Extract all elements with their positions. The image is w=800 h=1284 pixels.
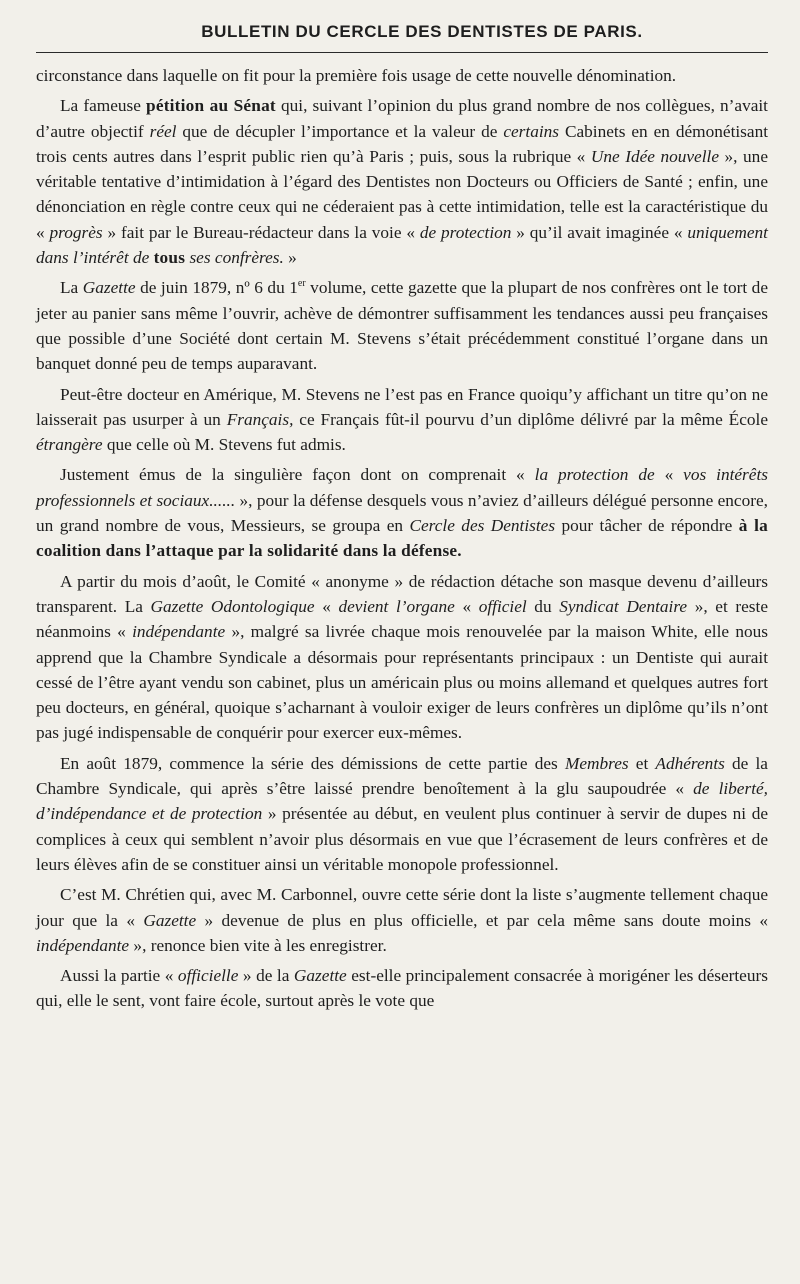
running-head-title: BULLETIN DU CERCLE DES DENTISTES DE PARIS. <box>201 22 643 41</box>
italic-text: Membres <box>564 753 629 773</box>
italic-text: Gazette <box>143 910 197 930</box>
text-run: que de décupler l’importance et la valeur de <box>176 121 504 141</box>
paragraph-3 <box>36 275 768 376</box>
italic-text: ses confrères. <box>185 248 284 268</box>
italic-text: Français, <box>226 409 294 429</box>
italic-text: Cercle des Dentistes <box>409 516 556 536</box>
italic-text: devient l’organe <box>338 596 455 616</box>
italic-text: Gazette <box>82 278 136 298</box>
text-run: de la Chambre Syndicale, qui après s’être laissé prendre benoîtement à la glu saupoudrée « <box>36 753 768 799</box>
italic-text: de protection <box>419 222 512 242</box>
text-run: » présentée au début, en veulent plus continuer à servir de dupes ni de complices à ceux qui semblent n’avoir plus désormais en vue que l’écrasement de leurs confrères et de leurs élèves afin de se constituer ainsi un véritable monopole professionnel. <box>36 804 768 874</box>
text-run: La fameuse <box>60 96 147 116</box>
italic-text: étrangère <box>36 435 103 455</box>
text-run: En août 1879, commence la série des démissions de cette partie des <box>60 753 565 773</box>
text-run: », une véritable tentative d’intimidation à l’égard des Dentistes non Docteurs ou Officiers de Santé ; enfin, une dénonciation en règle contre ceux qui ne céderaient pas à cette intimidation, telle est la caractéristique du « <box>36 146 768 242</box>
text-run: A partir du mois d’août, le Comité « anonyme » de rédaction détache son masque devenu d’ailleurs transparent. La <box>36 571 768 616</box>
text-run: » devenue de plus en plus officielle, et par cela même sans doute moins « <box>196 910 768 930</box>
text-run: La <box>60 278 83 298</box>
bold-text: tous <box>153 248 186 268</box>
italic-text: indépendante <box>132 622 226 642</box>
text-run: », pour la défense desquels vous n’aviez d’ailleurs délégué personne encore, un grand nombre de vous, Messieurs, se groupa en <box>36 490 768 536</box>
text-run: que celle où M. Stevens fut admis. <box>102 435 346 455</box>
text-run: et <box>628 753 656 773</box>
paragraph-1 <box>36 63 768 88</box>
italic-text: progrès <box>49 222 103 242</box>
italic-text: uniquement dans l’intérêt de <box>36 222 768 268</box>
text-run: de juin 1879, nº 6 du 1 <box>135 278 298 298</box>
italic-text: la protection de <box>534 465 655 485</box>
text-run: » fait par le Bureau-rédacteur dans la voie « <box>102 222 420 242</box>
text-run: est-elle principalement consacrée à morigéner les déserteurs qui, elle le sent, vont faire école, surtout après le vote que <box>36 966 768 1011</box>
bold-text: à la coalition dans l’attaque par la solidarité dans la défense. <box>36 516 769 561</box>
bold-text: pétition au Sénat <box>146 96 276 116</box>
text-run: Cabinets en en démonétisant trois cents autres dans l’esprit public rien qu’à Paris ; puis, sous la rubrique « <box>36 121 769 166</box>
paragraph-8 <box>36 882 768 958</box>
italic-text: officiel <box>478 596 527 616</box>
header-rule <box>36 52 768 53</box>
superscript-text: er <box>297 278 306 290</box>
italic-text: de liberté, d’indépendance et de protection <box>36 779 768 824</box>
paragraph-2 <box>36 93 768 270</box>
body-text <box>36 63 768 1014</box>
text-run: qui, suivant l’opinion du plus grand nombre de nos collègues, n’avait d’autre objectif <box>36 96 768 141</box>
italic-text: Gazette Odontologique <box>150 596 315 616</box>
text-run: du <box>526 596 560 616</box>
italic-text: Adhérents <box>655 753 725 773</box>
text-run: » <box>283 248 297 268</box>
italic-text: Une Idée nouvelle <box>590 146 719 166</box>
text-run: », malgré sa livrée chaque mois renouvelée par la maison White, elle nous apprend que la Chambre Syndicale a désormais pour représentants principaux : un Dentiste qui aurait cessé de l’être ayant vendu son cabinet, plus un américain plus ou moins allemand et quelques autres fort peu docteurs, en général, quoique s’acharnant à vouloir exiger de leurs confrères un diplôme qu’ils n’ont pas jugé indispensable de conquérir pour exercer eux-mêmes. <box>36 622 768 743</box>
text-run: « <box>314 596 339 616</box>
text-run: ce Français fût-il pourvu d’un diplôme délivré par la même École <box>293 409 768 429</box>
text-run: », renonce bien vite à les enregistrer. <box>129 935 387 955</box>
text-run: Aussi la partie « <box>60 966 178 986</box>
italic-text: indépendante <box>36 935 130 955</box>
text-run: » qu’il avait imaginée « <box>511 222 688 242</box>
paragraph-7 <box>36 751 768 877</box>
italic-text: vos intérêts professionnels et sociaux...... <box>36 465 768 510</box>
text-run: » de la <box>238 966 294 986</box>
text-run: volume, cette gazette que la plupart de nos confrères ont le tort de jeter au panier sans même l’ouvrir, achève de démontrer suffisamment les tendances aussi peu françaises que possible d’une Société dont certain M. Stevens s’était précédemment constitué l’organe dans un banquet donné peu de temps auparavant. <box>36 278 768 374</box>
paragraph-4 <box>36 382 768 458</box>
italic-text: officielle <box>177 966 239 986</box>
text-run: « <box>454 596 479 616</box>
italic-text: Gazette <box>293 966 347 986</box>
paragraph-6 <box>36 569 768 746</box>
italic-text: certains <box>503 121 560 141</box>
text-run: circonstance dans laquelle on fit pour la première fois usage de cette nouvelle dénomination. <box>36 66 677 85</box>
italic-text: réel <box>149 121 177 141</box>
paragraph-9 <box>36 963 768 1014</box>
text-run: « <box>654 465 684 485</box>
text-run: C’est M. Chrétien qui, avec M. Carbonnel, ouvre cette série dont la liste s’augmente tellement chaque jour que la « <box>36 885 768 930</box>
text-run: Justement émus de la singulière façon dont on comprenait « <box>60 465 535 485</box>
text-run: pour tâcher de répondre <box>555 516 739 536</box>
italic-text: Syndicat Dentaire <box>559 596 688 616</box>
text-run: », et reste néanmoins « <box>36 596 768 642</box>
paragraph-5 <box>36 462 768 563</box>
text-run: Peut-être docteur en Amérique, M. Stevens ne l’est pas en France quoiqu’y affichant un titre qu’on ne laisserait pas usurper à un <box>36 384 768 429</box>
